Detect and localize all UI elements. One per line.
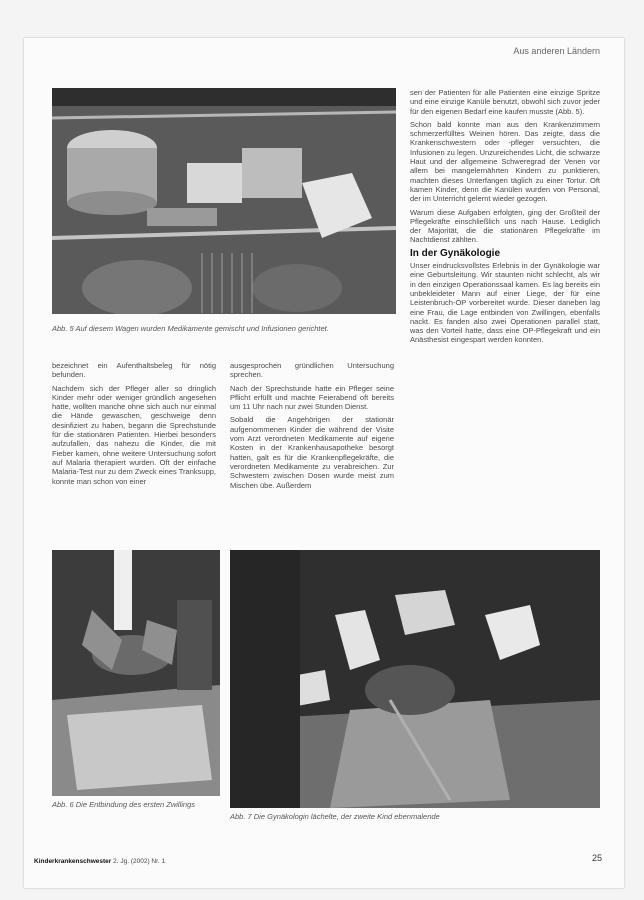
- figure-7-caption: Abb. 7 Die Gynäkologin lächelte, der zweite Kind ebenmalende: [230, 812, 440, 821]
- figure-6-caption: Abb. 6 Die Entbindung des ersten Zwillings: [52, 800, 195, 809]
- text-column-middle: [230, 361, 394, 494]
- magazine-page: [24, 38, 624, 888]
- paragraph: Schon bald konnte man aus den Krankenzimmern schmerzerfülltes Weinen hören. Das zeigte, dass die Krankenschwestern oder -pfleger versuchten, die Infusionen zu legen. Unzureichendes Licht, die schwarze Haut und der allgemeine Schweregrad der Venen vor allem bei mangelernährten Kindern zu punktieren, machten dieses Unterfangen täglich zu einer Tortur. Oft kamen Kinder, denn die Kanülen wurden von Personal, der im Unterricht gelernt wieder gezogen.: [410, 119, 600, 204]
- section-label: Aus anderen Ländern: [513, 46, 600, 56]
- figure-5-caption: Abb. 5 Auf diesem Wagen wurden Medikamente gemischt und Infusionen gerichtet.: [52, 324, 329, 333]
- paragraph: Warum diese Aufgaben erfolgten, ging der Großteil der Pflegekräfte einschließlich uns nach Hause. Lediglich der Majorität, die die stationären Pflegekräfte im Nachtdienst zählten.: [410, 207, 600, 245]
- text-column-left: [52, 361, 216, 490]
- figure-7-photo: [230, 550, 600, 808]
- figure-6-photo: [52, 550, 220, 796]
- section-heading: In der Gynäkologie: [410, 247, 501, 259]
- paragraph: Nachdem sich der Pfleger aller so dringlich Kinder mehr oder weniger gründlich angesehen hatte, wollten manche ohne sich auch nur einmal die Hände gewaschen, geschweige denn desinfiziert zu haben, begann die Sprechstunde für die stationären Patienten. Hierbei besonders aufzufallen, das nahezu die Kinder, die mit Fieber kamen, ohne weitere Untersuchung sofort auf Malaria therapiert wurden. Oft der einfache Malaria-Test nur zu dem Zweck eines Tranksupp, konnte man schon von einer: [52, 383, 216, 486]
- paragraph: Unser eindrucksvollstes Erlebnis in der Gynäkologie war eine Geburtsleitung. Wir staunten nicht schlecht, als wir in den einzigen Operationssaal kamen. Es lag bereits ein unbekleideter Mann auf einer Liege, der für eine Leistenbruch-OP vorbereitet wurde. Dieser daneben lag eine Frau, die Lage entbinden von Zwillingen, ebenfalls nackt. Es fanden also zwei Operationen parallel statt, was den Vorteil hatte, dass eine OP-Pflegekraft und ein Anästhesist eingespart werden konnten.: [410, 261, 600, 345]
- journal-name: Kinderkrankenschwester: [34, 858, 112, 865]
- paragraph: sen der Patienten für alle Patienten eine einzige Spritze und eine einzige Kanüle benutzt, obwohl sich zuvor jeder für den eigenen Bedarf eine kaufen musste (Abb. 5).: [410, 88, 600, 116]
- journal-footer: [34, 858, 165, 865]
- page-number: 25: [591, 853, 602, 863]
- paragraph: bezeichnet ein Aufenthaltsbeleg für nötig befunden.: [52, 361, 216, 380]
- journal-issue: 2. Jg. (2002) Nr. 1: [113, 858, 166, 865]
- paragraph: ausgesprochen gründlichen Untersuchung sprechen.: [230, 361, 394, 380]
- paragraph: Sobald die Angehörigen der stationär aufgenommenen Kinder die während der Visite vom Arzt verordneten Medikamente auf eigene Kosten in der Krankenhausapotheke besorgt hatten, galt es für die Krankenpflegekräfte, die verordneten Medikamente zu verabreichen. Zur Schwestern zwischen Dosen wurde meist zum Mischen übe. Außerdem: [230, 415, 394, 490]
- paragraph: Nach der Sprechstunde hatte ein Pfleger seine Pflicht erfüllt und machte Feierabend oft bereits um 11 Uhr nach nur zwei Stunden Dienst.: [230, 383, 394, 412]
- text-column-right: [410, 88, 600, 349]
- figure-5-photo: [52, 88, 396, 314]
